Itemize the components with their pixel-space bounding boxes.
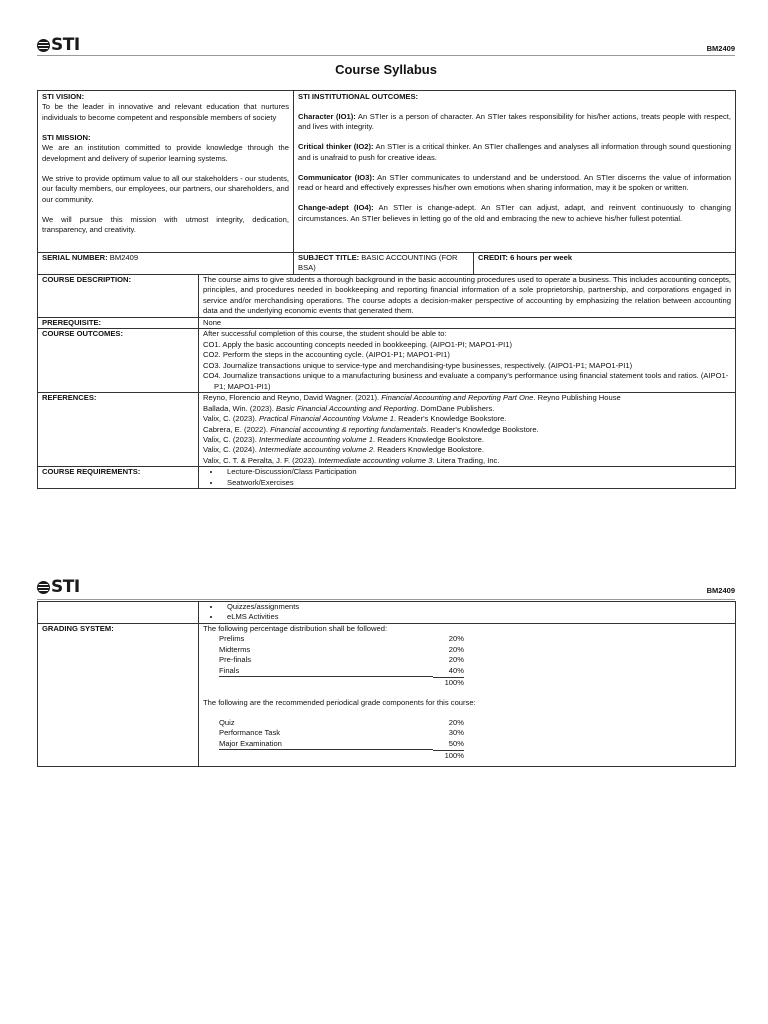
- requirements-label-empty: [38, 602, 199, 624]
- reference-item: Valix, C. (2024). Intermediate accounting volume 2. Readers Knowledge Bookstore.: [203, 445, 485, 455]
- doc-code: BM2409: [706, 44, 735, 53]
- component-row: Quiz 20%: [219, 717, 464, 727]
- requirement-item: • Quizzes/assignments: [221, 602, 731, 612]
- component-row: Major Examination 50%: [203, 739, 464, 750]
- requirements-cell: [199, 467, 736, 489]
- grade-components-table: [203, 718, 464, 761]
- sti-logo: [37, 576, 80, 599]
- component-row: Performance Task 30%: [219, 728, 464, 738]
- period-row: Prelims 20%: [219, 634, 464, 644]
- mission-paragraph: We will pursue this mission with utmost integrity, dedication, transparency, and creativity.: [42, 214, 289, 235]
- syllabus-table-continued: [37, 601, 736, 767]
- requirements-cell: [199, 602, 736, 624]
- course-outcome-item: CO1. Apply the basic accounting concepts needed in bookkeeping. (AIPO1-PI; MAPO1-PI1): [203, 339, 512, 349]
- prerequisite-row: [38, 317, 736, 328]
- reference-item: Valix, C. T. & Peralta, J. F. (2023). Intermediate accounting volume 3. Litera Trading, Inc.: [203, 455, 500, 465]
- component-total-row: 100%: [444, 750, 464, 760]
- credit-cell: CREDIT: 6 hours per week: [474, 253, 736, 275]
- grading-intro: The following percentage distribution shall be followed:: [203, 623, 388, 633]
- vision-label: STI VISION:: [42, 92, 85, 101]
- course-outcomes-label: COURSE OUTCOMES:: [38, 329, 199, 393]
- outcome-item: Character (IO1): An STIer is a person of character. An STIer takes responsibility for his/her actions, treats people with respect, and lives with integrity.: [298, 111, 731, 132]
- components-intro: The following are the recommended periodical grade components for this course:: [203, 697, 476, 707]
- header-rule: [37, 55, 735, 56]
- grading-row: [38, 623, 736, 766]
- page-2: [37, 520, 735, 780]
- course-outcomes-cell: [199, 329, 736, 393]
- reference-item: Valix, C. (2023). Practical Financial Accounting Volume 1. Reader's Knowledge Bookstore.: [203, 414, 507, 424]
- prerequisite-value: None: [199, 317, 736, 328]
- description-row: [38, 274, 736, 317]
- grading-cell: [199, 623, 736, 766]
- reference-item: Ballada, Win. (2023). Basic Financial Accounting and Reporting. DomDane Publishers.: [203, 403, 495, 413]
- page-1: [37, 0, 735, 520]
- syllabus-table: [37, 90, 736, 489]
- period-row: Midterms 20%: [219, 644, 464, 654]
- period-row: Pre-finals 20%: [219, 655, 464, 665]
- doc-code: BM2409: [706, 586, 735, 595]
- period-distribution-table: [203, 634, 464, 688]
- mission-label: STI MISSION:: [42, 132, 91, 142]
- requirements-label: COURSE REQUIREMENTS:: [38, 467, 199, 489]
- vision-mission-cell: [38, 91, 294, 253]
- vision-text: To be the leader in innovative and relevant education that nurtures individuals to become competent and responsible members of society: [42, 102, 289, 122]
- mission-paragraph: We strive to provide optimum value to all our stakeholders - our students, our faculty members, our employees, our partners, our shareholders, and our community.: [42, 173, 289, 204]
- grading-label: GRADING SYSTEM:: [38, 623, 199, 766]
- globe-icon: [37, 39, 50, 52]
- course-outcome-item: CO4. Journalize transactions unique to a manufacturing business and evaluate a company's performance using financial statement tools and ratios. (AIPO1-P1; MAPO1-PI1): [203, 371, 729, 391]
- outcome-item: Communicator (IO3): An STIer communicates to understand and be understood. An STIer discerns the value of information read or heard and effectively expresses his/her own emotions when sharing information, may it be spoken or written.: [298, 172, 731, 193]
- references-cell: [199, 393, 736, 467]
- page-title: Course Syllabus: [335, 62, 437, 77]
- description-text: The course aims to give students a thorough background in the basic accounting procedures used to operate a business. This includes accounting concepts, principles, and procedures needed in bookkeeping and reporting financial information of a sole proprietorship, partnership, and corporations engaged in service and/or merchandising operations. The course adopts a decision-maker perspective of accounting by emphasizing the relation between accounting data and the underlying economic events that generated them.: [199, 274, 736, 317]
- course-outcome-item: CO3. Journalize transactions unique to service-type and merchandising-type businesses, respectively. (AIPO1-P1; MAPO1-PI1): [203, 360, 633, 370]
- logo-text: STI: [51, 35, 80, 55]
- course-outcomes-intro: After successful completion of this course, the student should be able to:: [203, 329, 447, 339]
- globe-icon: [37, 581, 50, 594]
- requirement-item: • Lecture-Discussion/Class Participation: [221, 467, 731, 477]
- period-row: Finals 40%: [203, 666, 464, 677]
- requirement-item: • Seatwork/Exercises: [221, 478, 731, 488]
- sti-logo: [37, 34, 80, 57]
- reference-item: Cabrera, E. (2022). Financial accounting & reporting fundamentals. Reader's Knowledge Bookstore.: [203, 424, 539, 434]
- requirement-item: • eLMS Activities: [221, 612, 731, 622]
- reference-item: Valix, C. (2023). Intermediate accounting volume 1. Readers Knowledge Bookstore.: [203, 434, 485, 444]
- serial-row: [38, 253, 736, 275]
- subject-title-cell: SUBJECT TITLE: BASIC ACCOUNTING (FOR BSA): [294, 253, 474, 275]
- course-outcome-item: CO2. Perform the steps in the accounting cycle. (AIPO1-P1; MAPO1-PI1): [203, 350, 450, 360]
- requirements-row: [38, 467, 736, 489]
- outcome-item: Critical thinker (IO2): An STIer is a critical thinker. An STIer challenges and analyses all information through sound questioning and is unafraid to push for creative ideas.: [298, 142, 732, 162]
- serial-number-cell: SERIAL NUMBER: BM2409: [38, 253, 294, 275]
- logo-text: STI: [51, 577, 80, 597]
- prerequisite-label: PREREQUISITE:: [38, 317, 199, 328]
- period-total-row: 100%: [444, 677, 464, 687]
- reference-item: Reyno, Florencio and Reyno, David Wagner. (2021). Financial Accounting and Reporting Part One. Reyno Publishing House: [203, 393, 621, 403]
- course-outcomes-row: [38, 329, 736, 393]
- outcome-item: Change-adept (IO4): An STIer is change-adept. An STIer can adjust, adapt, and reinvent continuously to changing circumstances. An STIer believes in letting go of the old and embracing the new to achieve his/her fullest potential.: [298, 203, 731, 223]
- references-label: REFERENCES:: [38, 393, 199, 467]
- mission-paragraph: We are an institution committed to provide knowledge through the development and delivery of superior learning systems.: [42, 143, 289, 163]
- header-rule: [37, 599, 735, 600]
- requirements-row-continued: [38, 602, 736, 624]
- description-label: COURSE DESCRIPTION:: [38, 274, 199, 317]
- institutional-outcomes-cell: [294, 91, 736, 253]
- vision-mission-row: [38, 91, 736, 253]
- institutional-outcomes-label: STI INSTITUTIONAL OUTCOMES:: [298, 92, 419, 101]
- references-row: [38, 393, 736, 467]
